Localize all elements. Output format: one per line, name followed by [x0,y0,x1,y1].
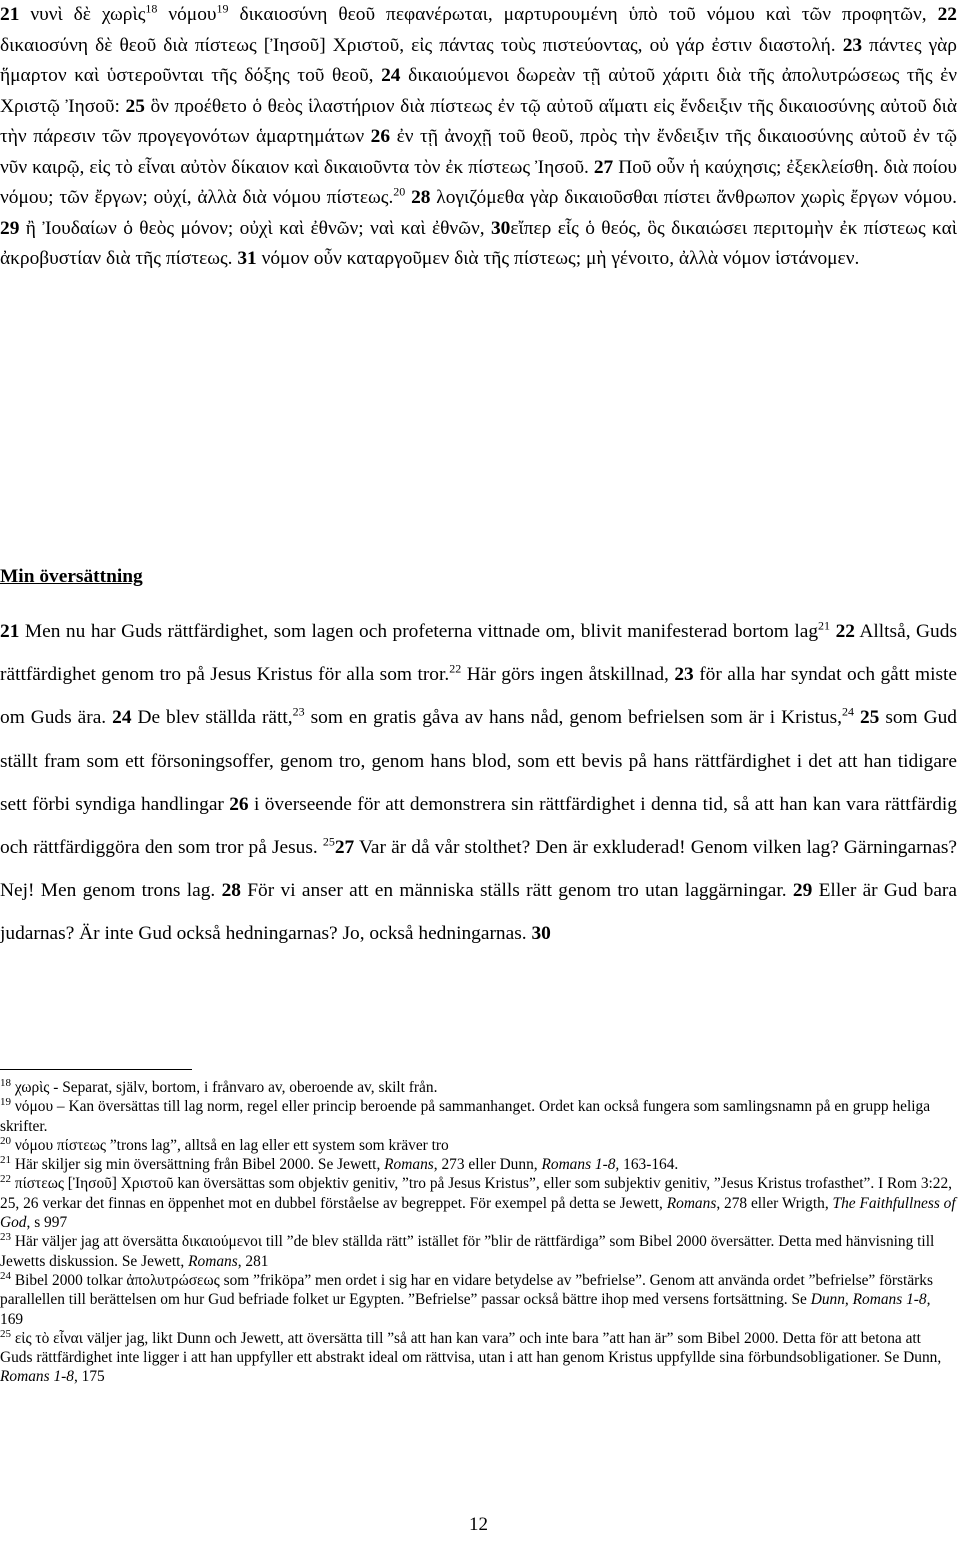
translation-text: De blev ställda rätt, [131,707,293,729]
verse-number: 21 [0,4,31,25]
verse-number: 31 [237,248,257,269]
footnote-title: Romans 1-8, [541,1156,620,1174]
verse-number: 22 [937,4,957,25]
section-heading: Min översättning [0,566,143,587]
footnote-text: Här väljer jag att översätta δικαιούμενοι till ”de blev ställda rätt” istället för ”blir de rättfärdiga” som Bibel 2000 översätter. Detta med hänvisning till Jewetts diskussion. Se Jewett, [0,1233,935,1270]
verse-number: 23 [674,664,694,686]
footnote-text: , 278 eller Wrigth, [716,1194,833,1212]
translation-text: i överseende för att demonstrera sin rättfärdighet i denna tid, så att han kan vara rättfärdig och rättfärdiggöra den som tror på Jesus. [0,793,957,859]
translation-text: Men nu har Guds rättfärdighet, som lagen och profeterna vittnade om, blivit manifesterad bortom lag [19,621,819,642]
footnote-text: 163-164. [619,1156,679,1174]
footnote-title: Romans [188,1252,238,1270]
footnote-ref[interactable]: 23 [292,704,305,719]
footnote-text: Bibel 2000 tolkar ἀπολυτρώσεως som ”friköpa” men ordet i sig har en vidare betydelse av ”befrielse”. Genom att använda ordet ”befrielse” förstärks parallellen till berättelsen om hur Gud befriade folket ur Egypten. ”Befrielse” passar också bättre ihop med versens fortsättning. Se [0,1271,933,1309]
footnote-24 [0,1271,957,1329]
verse-number: 25 [859,707,880,729]
footnote-ref[interactable]: 24 [842,704,854,719]
footnote-19 [0,1097,957,1136]
greek-text: δικαιοσύνη δὲ θεοῦ διὰ πίστεως [Ἰησοῦ] Χριστοῦ, εἰς πάντας τοὺς πιστεύοντας, οὐ γάρ ἐστιν διαστολή. [0,34,843,56]
verse-number: 27 [334,837,355,859]
translation-text: Var är då vår stolthet? Den är exkluderad! Genom vilken lag? Gärningarnas? Nej! Men genom trons lag. [0,837,957,902]
footnote-title: Romans [384,1156,434,1174]
footnote-text: εἰς τὸ εἶναι väljer jag, likt Dunn och Jewett, att översätta till ”så att han kan vara” och inte bara ”att han är” som Bibel 2000. Detta för att betona att Guds rättfärdighet inte ligger i att han uppfyller ett abstrakt ideal om rättvisa, utan i att han genom Kristus uppfyllde sina förbundsobligationer. Se Dunn, [0,1329,942,1367]
greek-text: ἢ Ἰουδαίων ὁ θεὸς μόνον; οὐχὶ καὶ ἐθνῶν; ναὶ καὶ ἐθνῶν, [19,217,491,239]
footnote-text: νόμου – Kan översättas till lag norm, regel eller princip beroende på sammanhanget. Ordet kan också fungera som samlingsnamn på en grupp heliga skrifter. [0,1098,931,1135]
footnote-title: The Faithfullness of God [0,1194,956,1232]
translation-text: som en gratis gåva av hans nåd, genom befrielsen som är i Kristus, [304,707,842,729]
footnote-ref[interactable]: 18 [145,1,158,16]
footnote-text: 169 [0,1310,24,1328]
footnote-number: 23 [0,1231,11,1244]
footnote-text: , 281 [237,1252,269,1270]
footnote-ref[interactable]: 19 [216,1,229,16]
footnote-ref[interactable]: 20 [393,184,406,199]
footnote-number: 22 [0,1173,11,1186]
footnote-title: Romans 1-8 [0,1368,74,1386]
translation-text: som Gud ställt fram som ett försoningsoffer, genom tro, genom hans blod, som ett bevis på hans rättfärdighet i det att han tidigare sett förbi syndiga handlingar [0,707,957,815]
footnote-number: 18 [0,1076,11,1089]
greek-text: δικαιούμενοι δωρεὰν τῇ αὐτοῦ χάριτι διὰ τῆς ἀπολυτρώσεως τῆς ἐν Χριστῷ Ἰησοῦ: [0,65,957,117]
footnote-ref[interactable]: 21 [818,618,831,633]
footnote-text: , 175 [73,1368,105,1386]
greek-text: δικαιοσύνη θεοῦ πεφανέρωται, μαρτυρουμένη ὑπὸ τοῦ νόμου καὶ τῶν προφητῶν, [228,4,938,25]
greek-text: νόμου [157,4,217,25]
footnote-number: 19 [0,1096,11,1109]
verse-number: 28 [221,880,241,902]
footnote-text: πίστεως [Ἰησοῦ] Χριστοῦ kan översättas som objektiv genitiv, ”tro på Jesus Kristus”, eller som subjektiv genitiv, ”Jesus Kristus trofasthet”. I Rom 3:22, 25, 26 verkar det finnas en öppenhet mot en dubbel förståelse av begreppet. För exempel på detta se Jewett, [0,1175,953,1212]
footnote-text: Här skiljer sig min översättning från Bibel 2000. Se Jewett, [11,1156,385,1174]
verse-number: 23 [842,34,863,56]
verse-number: 28 [411,187,431,208]
verse-number: 22 [835,621,855,642]
footnote-ref[interactable]: 25 [322,834,335,849]
greek-text: ὃν προέθετο ὁ θεὸς ἱλαστήριον διὰ πίστεως ἐν τῷ αὐτοῦ αἵματι εἰς ἔνδειξιν τῆς δικαιοσύνης αὐτοῦ διὰ τὴν πάρεσιν τῶν προγεγονότων ἁμαρτημάτων [0,95,957,147]
verse-number: 21 [0,621,20,642]
verse-number: 27 [593,156,614,178]
footnote-25 [0,1329,957,1387]
greek-text: εἴπερ εἷς ὁ θεός, ὃς δικαιώσει περιτομὴν ἐκ πίστεως καὶ ἀκροβυστίαν διὰ τῆς πίστεως. [0,217,958,269]
page-number: 12 [469,1514,488,1535]
footnote-text: χωρὶς - Separat, själv, bortom, i frånvaro av, oberoende av, skilt från. [11,1079,438,1096]
verse-number: 26 [229,793,249,815]
verse-number: 29 [0,217,20,239]
footnote-21 [0,1155,957,1174]
greek-text: νόμον οὖν καταργοῦμεν διὰ τῆς πίστεως; μὴ γένοιτο, ἀλλὰ νόμον ἱστάνομεν. [256,248,860,269]
verse-number: 24 [112,707,132,729]
greek-text: λογιζόμεθα γὰρ δικαιοῦσθαι πίστει ἄνθρωπον χωρὶς ἔργων νόμου. [430,187,957,208]
footnote-18 [0,1078,957,1097]
greek-text: νυνὶ δὲ χωρὶς [30,4,146,25]
verse-number: 26 [370,126,391,147]
footnote-separator [0,1069,192,1070]
footnote-number: 24 [0,1269,11,1282]
footnote-title: Dunn, Romans 1-8, [810,1291,931,1309]
translation-passage [0,610,957,956]
footnote-22 [0,1174,957,1232]
verse-number: 30 [531,923,551,945]
main-text [0,0,957,275]
verse-number: 25 [125,95,145,117]
verse-number: 24 [381,65,401,86]
footnote-23 [0,1232,957,1271]
verse-number: 29 [792,880,813,902]
greek-text: πάντες γὰρ ἥμαρτον καὶ ὑστεροῦνται τῆς δόξης τοῦ θεοῦ, [0,34,957,86]
footnote-number: 21 [0,1154,11,1167]
footnote-20 [0,1136,957,1155]
footnote-text: νόμου πίστεως ”trons lag”, alltså en lag eller ett system som kräver tro [11,1136,449,1154]
footnote-number: 20 [0,1134,11,1147]
footnote-text: , 273 eller Dunn, [433,1156,542,1174]
footnotes [0,1078,957,1387]
footnote-title: Romans [666,1194,717,1212]
greek-text: Ποῦ οὖν ἡ καύχησις; ἐξεκλείσθη. διὰ ποίου νόμου; τῶν ἔργων; οὐχί, ἀλλὰ διὰ νόμου πίστεως. [0,156,957,208]
translation-text: Alltså, Guds rättfärdighet genom tro på Jesus Kristus för alla som tror. [0,621,957,686]
verse-number: 30 [490,217,511,239]
greek-text: ἐν τῇ ἀνοχῇ τοῦ θεοῦ, πρὸς τὴν ἔνδειξιν τῆς δικαιοσύνης αὐτοῦ ἐν τῷ νῦν καιρῷ, εἰς τὸ εἶναι αὐτὸν δίκαιον καὶ δικαιοῦντα τὸν ἐκ πίστεως Ἰησοῦ. [0,126,957,178]
footnote-ref[interactable]: 22 [449,661,462,676]
translation-text: För vi anser att en människa ställs rätt genom tro utan laggärningar. [240,880,793,902]
footnote-number: 25 [0,1327,11,1340]
greek-passage [0,0,957,275]
translation-text: Eller är Gud bara judarnas? Är inte Gud också hedningarnas? Jo, också hedningarnas. [0,880,957,945]
translation-text: Här görs ingen åtskillnad, [461,664,675,686]
translation-text: för alla har syndat och gått miste om Guds ära. [0,664,958,729]
footnote-text: , s 997 [26,1214,68,1232]
